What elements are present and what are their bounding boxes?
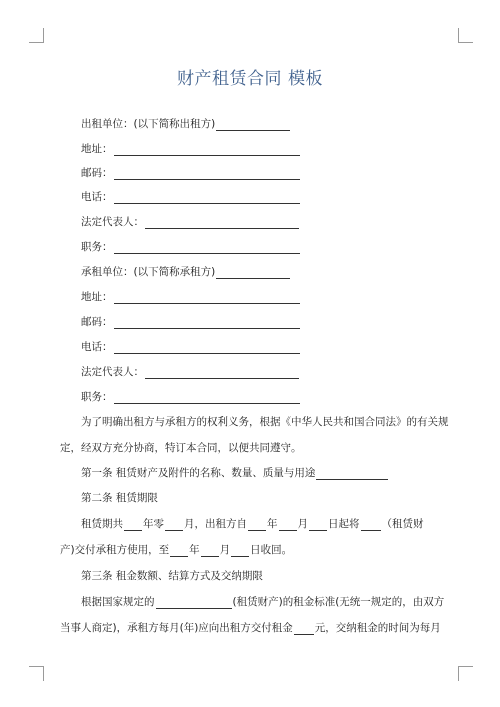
- lessee-address-label: 地址：: [81, 291, 113, 303]
- lessor-postcode-blank: [114, 168, 300, 180]
- lessee-position-label: 职务：: [81, 391, 113, 403]
- lessee-phone-blank: [114, 342, 300, 354]
- document-title: 财产租赁合同 模板: [177, 69, 323, 89]
- lessee-legal-rep-line: [81, 365, 300, 379]
- lease-property-blank: [361, 519, 381, 531]
- lease-term-text-c: 月，出租方自: [184, 518, 247, 530]
- article-3-line-2: [60, 621, 441, 635]
- lessor-unit-label: 出租单位：(以下简称出租方): [81, 118, 216, 130]
- lease-term-text-d: 年: [267, 518, 278, 530]
- preamble-line-2: 定，经双方充分协商，特订本合同，以便共同遵守。: [60, 442, 302, 454]
- lessor-unit-blank: [216, 119, 290, 131]
- start-year-blank: [248, 519, 266, 531]
- end-year-blank: [170, 545, 188, 557]
- lessor-legal-rep-label: 法定代表人：: [81, 216, 144, 228]
- lessee-address-blank: [114, 292, 300, 304]
- rent-standard-text-b: (租赁财产)的租金标准(无统一规定的，由双方: [232, 596, 445, 608]
- lease-term-text-a: 租赁期共: [81, 518, 123, 530]
- end-day-blank: [231, 545, 249, 557]
- lessee-phone-line: [81, 340, 301, 354]
- lessor-unit-line: [81, 117, 291, 131]
- rent-amount-text-a: 当事人商定)，承租方每月(年)应向出租方交付租金: [60, 622, 293, 634]
- lessee-position-line: [81, 390, 301, 404]
- start-month-blank: [279, 519, 297, 531]
- lessee-unit-label: 承租单位：(以下简称承租方): [81, 266, 216, 278]
- return-text-d: 日收回。: [250, 544, 293, 556]
- corner-mark-bottom-left: [29, 666, 44, 681]
- article-1-blank: [316, 468, 388, 480]
- lessor-postcode-label: 邮码：: [81, 167, 113, 179]
- lessor-phone-blank: [114, 192, 300, 204]
- lease-term-text-f: 日起将: [328, 518, 360, 530]
- lessor-address-line: [81, 142, 301, 156]
- lease-years-blank: [124, 519, 142, 531]
- article-1-line: [81, 466, 389, 480]
- return-text-b: 年: [189, 544, 200, 556]
- article-1-text: 第一条 租赁财产及附件的名称、数量、质量与用途: [81, 467, 316, 479]
- lessor-postcode-line: [81, 166, 301, 180]
- corner-mark-bottom-right: [458, 666, 473, 681]
- lease-term-text-g: （租赁财: [381, 518, 424, 530]
- lessor-phone-label: 电话：: [81, 191, 113, 203]
- lessee-postcode-blank: [114, 317, 300, 329]
- article-3-line-1: [81, 595, 444, 609]
- return-text-a: 产)交付承租方使用，至: [60, 544, 170, 556]
- end-month-blank: [201, 545, 219, 557]
- article-2-line-2: [60, 543, 292, 557]
- lessee-postcode-label: 邮码：: [81, 316, 113, 328]
- preamble-line-1: 为了明确出租方与承租方的权利义务，根据《中华人民共和国合同法》的有关规: [81, 416, 449, 428]
- lessor-legal-rep-line: [81, 215, 300, 229]
- rent-amount-text-b: 元，交纳租金的时间为每月: [314, 622, 441, 634]
- rent-standard-text-a: 根据国家规定的: [81, 596, 155, 608]
- lessor-address-label: 地址：: [81, 143, 113, 155]
- lessee-legal-rep-label: 法定代表人：: [81, 366, 144, 378]
- lessee-postcode-line: [81, 315, 301, 329]
- lessor-address-blank: [114, 144, 300, 156]
- article-3-heading: 第三条 租金数额、结算方式及交纳期限: [81, 570, 263, 582]
- lessee-phone-label: 电话：: [81, 341, 113, 353]
- article-2-line-1: [81, 517, 424, 531]
- lessor-position-label: 职务：: [81, 241, 113, 253]
- lessee-position-blank: [114, 392, 300, 404]
- lessor-legal-rep-blank: [145, 217, 299, 229]
- start-day-blank: [309, 519, 327, 531]
- lease-term-text-b: 年零: [143, 518, 164, 530]
- corner-mark-top-right: [458, 28, 473, 43]
- corner-mark-top-left: [29, 28, 44, 43]
- lease-term-text-e: 月: [297, 518, 308, 530]
- lessor-position-blank: [114, 242, 300, 254]
- lessee-unit-blank: [216, 267, 290, 279]
- lessee-address-line: [81, 290, 301, 304]
- lessee-unit-line: [81, 265, 291, 279]
- lease-months-blank: [165, 519, 183, 531]
- article-2-heading: 第二条 租赁期限: [81, 492, 158, 504]
- rent-standard-blank: [156, 597, 232, 609]
- lessor-position-line: [81, 240, 301, 254]
- lessee-legal-rep-blank: [145, 367, 299, 379]
- lessor-phone-line: [81, 190, 301, 204]
- return-text-c: 月: [219, 544, 231, 556]
- rent-amount-blank: [294, 623, 314, 635]
